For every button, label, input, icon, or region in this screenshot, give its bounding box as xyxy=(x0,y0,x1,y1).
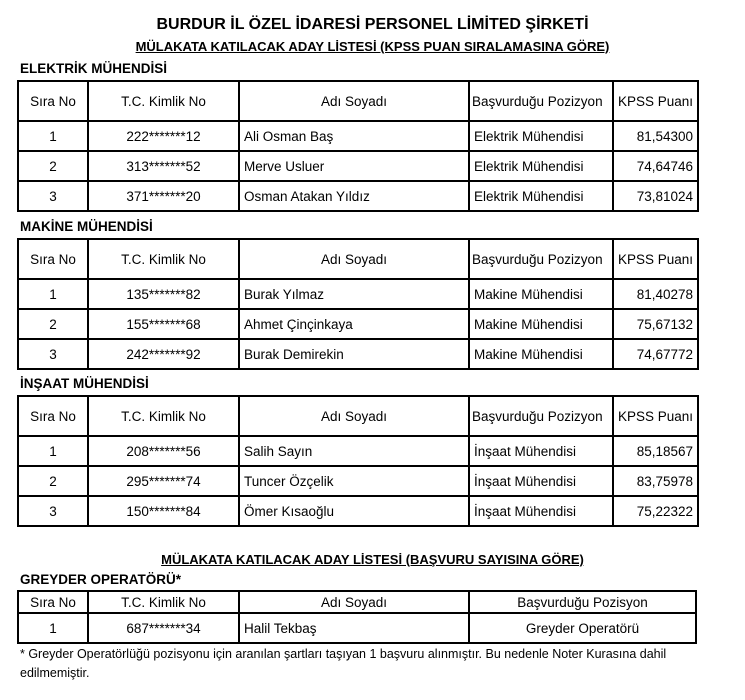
cell-pozisyon: Makine Mühendisi xyxy=(469,279,613,309)
table-header-row xyxy=(18,591,696,613)
cell-kpss: 74,64746 xyxy=(613,151,698,181)
table-greyder xyxy=(17,590,697,644)
cell-pozisyon: Elektrik Mühendisi xyxy=(469,151,613,181)
table-insaat xyxy=(17,395,699,527)
cell-ad: Burak Demirekin xyxy=(239,339,469,369)
cell-ad: Ali Osman Baş xyxy=(239,121,469,151)
table-row xyxy=(18,279,698,309)
cell-tc: 155*******68 xyxy=(88,309,239,339)
table-row xyxy=(18,151,698,181)
cell-sira: 1 xyxy=(18,121,88,151)
cell-sira: 1 xyxy=(18,436,88,466)
header-tc: T.C. Kimlik No xyxy=(88,396,239,436)
cell-sira: 3 xyxy=(18,181,88,211)
cell-tc: 135*******82 xyxy=(88,279,239,309)
cell-sira: 2 xyxy=(18,151,88,181)
table-row xyxy=(18,121,698,151)
kpss-list-subtitle-text: MÜLAKATA KATILACAK ADAY LİSTESİ (KPSS PUAN SIRALAMASINA GÖRE) xyxy=(135,39,610,54)
cell-kpss: 75,67132 xyxy=(613,309,698,339)
table-row xyxy=(18,613,696,643)
cell-pozisyon: Makine Mühendisi xyxy=(469,339,613,369)
cell-pozisyon: İnşaat Mühendisi xyxy=(469,466,613,496)
cell-ad: Osman Atakan Yıldız xyxy=(239,181,469,211)
cell-pozisyon: Makine Mühendisi xyxy=(469,309,613,339)
cell-tc: 208*******56 xyxy=(88,436,239,466)
header-tc: T.C. Kimlik No xyxy=(88,239,239,279)
header-kpss: KPSS Puanı xyxy=(613,239,698,279)
header-tc: T.C. Kimlik No xyxy=(88,591,239,613)
table-row xyxy=(18,466,698,496)
header-sira: Sıra No xyxy=(18,239,88,279)
section-title-greyder: GREYDER OPERATÖRÜ* xyxy=(20,572,182,587)
cell-kpss: 73,81024 xyxy=(613,181,698,211)
header-pozisyon: Başvurduğu Pozisyon xyxy=(469,591,696,613)
document-title: BURDUR İL ÖZEL İDARESİ PERSONEL LİMİTED ŞİRKETİ xyxy=(156,16,589,33)
cell-tc: 150*******84 xyxy=(88,496,239,526)
header-sira: Sıra No xyxy=(18,591,88,613)
footnote: * Greyder Operatörlüğü pozisyonu için aranılan şartları taşıyan 1 başvuru alınmıştır. Bu nedenle Noter Kurasına dahil edilmemiştir. xyxy=(20,647,667,680)
cell-ad: Merve Usluer xyxy=(239,151,469,181)
cell-sira: 1 xyxy=(18,279,88,309)
header-sira: Sıra No xyxy=(18,81,88,121)
cell-ad: Ahmet Çinçinkaya xyxy=(239,309,469,339)
section-title-insaat: İNŞAAT MÜHENDİSİ xyxy=(20,376,149,391)
cell-ad: Tuncer Özçelik xyxy=(239,466,469,496)
cell-sira: 2 xyxy=(18,466,88,496)
header-kpss: KPSS Puanı xyxy=(613,81,698,121)
table-elektrik xyxy=(17,80,699,212)
table-header-row xyxy=(18,396,698,436)
table-row xyxy=(18,181,698,211)
section-title-elektrik: ELEKTRİK MÜHENDİSİ xyxy=(20,61,168,76)
header-ad: Adı Soyadı xyxy=(239,396,469,436)
cell-tc: 313*******52 xyxy=(88,151,239,181)
cell-sira: 3 xyxy=(18,339,88,369)
kpss-list-subtitle xyxy=(0,39,745,54)
cell-tc: 222*******12 xyxy=(88,121,239,151)
cell-kpss: 85,18567 xyxy=(613,436,698,466)
cell-ad: Halil Tekbaş xyxy=(239,613,469,643)
header-ad: Adı Soyadı xyxy=(239,591,469,613)
cell-tc: 295*******74 xyxy=(88,466,239,496)
section-title-makine: MAKİNE MÜHENDİSİ xyxy=(20,219,153,234)
cell-sira: 3 xyxy=(18,496,88,526)
table-header-row xyxy=(18,81,698,121)
cell-tc: 687*******34 xyxy=(88,613,239,643)
cell-pozisyon: İnşaat Mühendisi xyxy=(469,436,613,466)
cell-tc: 242*******92 xyxy=(88,339,239,369)
header-sira: Sıra No xyxy=(18,396,88,436)
cell-kpss: 75,22322 xyxy=(613,496,698,526)
cell-pozisyon: Greyder Operatörü xyxy=(469,613,696,643)
cell-pozisyon: İnşaat Mühendisi xyxy=(469,496,613,526)
cell-kpss: 83,75978 xyxy=(613,466,698,496)
table-row xyxy=(18,309,698,339)
cell-ad: Salih Sayın xyxy=(239,436,469,466)
table-row xyxy=(18,339,698,369)
cell-pozisyon: Elektrik Mühendisi xyxy=(469,181,613,211)
count-list-subtitle xyxy=(0,552,745,567)
table-makine xyxy=(17,238,699,370)
cell-pozisyon: Elektrik Mühendisi xyxy=(469,121,613,151)
table-row xyxy=(18,436,698,466)
cell-sira: 2 xyxy=(18,309,88,339)
cell-ad: Ömer Kısaoğlu xyxy=(239,496,469,526)
header-pozisyon: Başvurduğu Pozizyon xyxy=(469,239,613,279)
header-pozisyon: Başvurduğu Pozizyon xyxy=(469,81,613,121)
cell-ad: Burak Yılmaz xyxy=(239,279,469,309)
cell-kpss: 81,40278 xyxy=(613,279,698,309)
table-header-row xyxy=(18,239,698,279)
cell-kpss: 81,54300 xyxy=(613,121,698,151)
header-pozisyon: Başvurduğu Pozizyon xyxy=(469,396,613,436)
cell-tc: 371*******20 xyxy=(88,181,239,211)
header-ad: Adı Soyadı xyxy=(239,81,469,121)
header-tc: T.C. Kimlik No xyxy=(88,81,239,121)
header-kpss: KPSS Puanı xyxy=(613,396,698,436)
header-ad: Adı Soyadı xyxy=(239,239,469,279)
count-list-subtitle-text: MÜLAKATA KATILACAK ADAY LİSTESİ (BAŞVURU SAYISINA GÖRE) xyxy=(161,552,584,567)
table-row xyxy=(18,496,698,526)
cell-sira: 1 xyxy=(18,613,88,643)
cell-kpss: 74,67772 xyxy=(613,339,698,369)
